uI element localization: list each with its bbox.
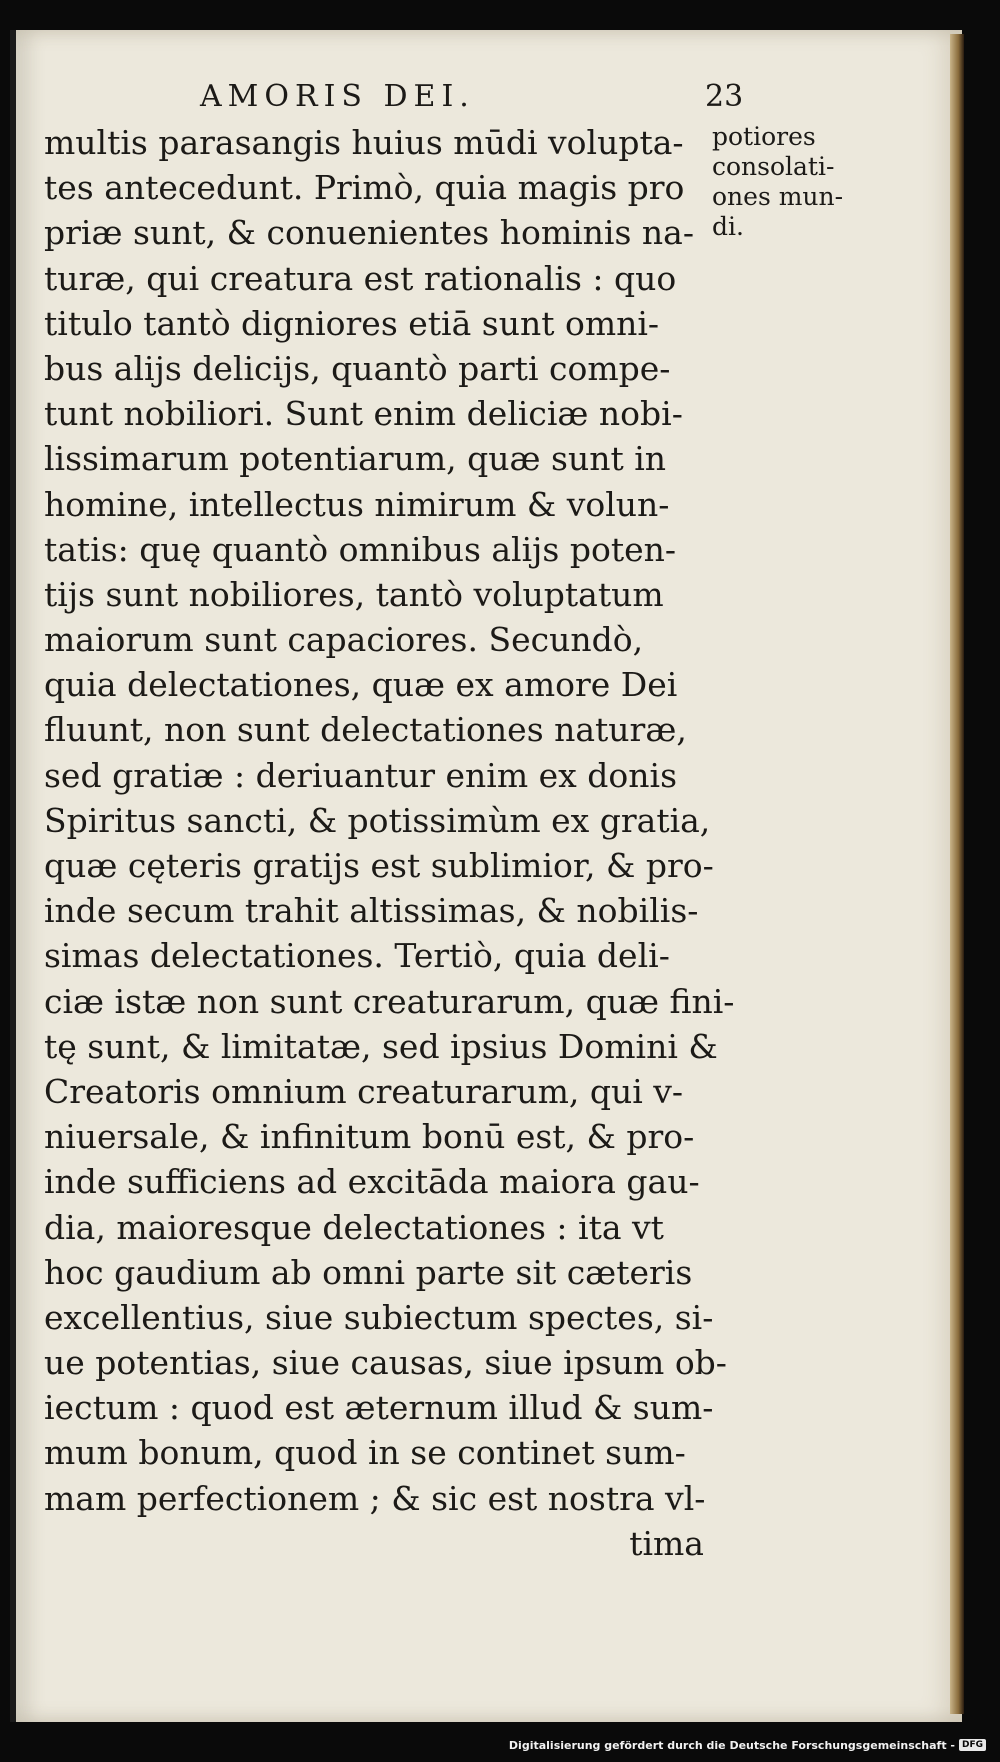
text-line: multis parasangis huius mūdi volupta- xyxy=(44,123,684,162)
page-number: 23 xyxy=(705,79,744,114)
text-line: lissimarum potentiarum, quæ sunt in xyxy=(44,439,667,479)
text-line: Creatoris omnium creaturarum, qui v- xyxy=(44,1071,684,1111)
text-line: quæ cęteris gratijs est sublimior, & pro- xyxy=(44,846,714,885)
text-line: tijs sunt nobiliores, tantò voluptatum xyxy=(44,574,664,614)
marginal-note xyxy=(712,122,862,242)
text-line: tes antecedunt. Primò, quia magis pro xyxy=(44,168,685,208)
text-line: niuersale, & infinitum bonū est, & pro- xyxy=(44,1117,695,1157)
text-line: mum bonum, quod in se continet sum- xyxy=(44,1433,686,1473)
text-line: tunt nobiliori. Sunt enim deliciæ nobi- xyxy=(44,394,683,434)
body-text xyxy=(44,120,735,1566)
marginal-note-line: potiores xyxy=(712,122,816,151)
text-line: mam perfectionem ; & sic est nostra vl- xyxy=(44,1478,706,1518)
text-line: excellentius, siue subiectum spectes, si- xyxy=(44,1297,714,1337)
running-title: AMORIS DEI. xyxy=(200,79,475,114)
credit-text: Digitalisierung gefördert durch die Deutsche Forschungsgemeinschaft - xyxy=(508,1738,955,1752)
text-line: tatis: quę quantò omnibus alijs poten- xyxy=(44,529,677,569)
text-line: homine, intellectus nimirum & volun- xyxy=(44,484,670,524)
text-line: ue potentias, siue causas, siue ipsum ob- xyxy=(44,1343,727,1383)
text-line: sed gratiæ : deriuantur enim ex donis xyxy=(44,755,678,795)
text-line: maiorum sunt capaciores. Secundò, xyxy=(44,620,644,660)
page-edge xyxy=(950,34,964,1714)
running-header xyxy=(200,74,760,120)
text-line: Spiritus sancti, & potissimùm ex gratia, xyxy=(44,800,711,840)
text-line: inde sufficiens ad excitāda maiora gau- xyxy=(44,1162,700,1202)
marginal-note-line: ones mun- xyxy=(712,182,844,211)
digitization-credit xyxy=(509,1734,986,1756)
text-line: simas delectationes. Tertiò, quia deli- xyxy=(44,936,670,976)
text-line: priæ sunt, & conuenientes hominis na- xyxy=(44,213,694,253)
text-line: bus alijs delicijs, quantò parti compe- xyxy=(44,348,671,388)
marginal-note-line: di. xyxy=(712,212,744,241)
text-line: titulo tantò digniores etiā sunt omni- xyxy=(44,303,660,343)
text-line: tę sunt, & limitatæ, sed ipsius Domini & xyxy=(44,1026,718,1066)
text-line: inde secum trahit altissimas, & nobilis- xyxy=(44,891,699,931)
text-line: ciæ istæ non sunt creaturarum, quæ fini- xyxy=(44,981,735,1021)
text-line: hoc gaudium ab omni parte sit cæteris xyxy=(44,1252,693,1292)
text-line: quia delectationes, quæ ex amore Dei xyxy=(44,665,678,705)
text-line: iectum : quod est æternum illud & sum- xyxy=(44,1388,714,1428)
text-line: fluunt, non sunt delectationes naturæ, xyxy=(44,710,687,750)
text-line: dia, maioresque delectationes : ita vt xyxy=(44,1207,664,1247)
marginal-note-line: consolati- xyxy=(712,152,835,181)
dfg-logo: DFG xyxy=(959,1739,986,1751)
catchword: tima xyxy=(629,1523,704,1563)
text-line: turæ, qui creatura est rationalis : quo xyxy=(44,258,677,298)
